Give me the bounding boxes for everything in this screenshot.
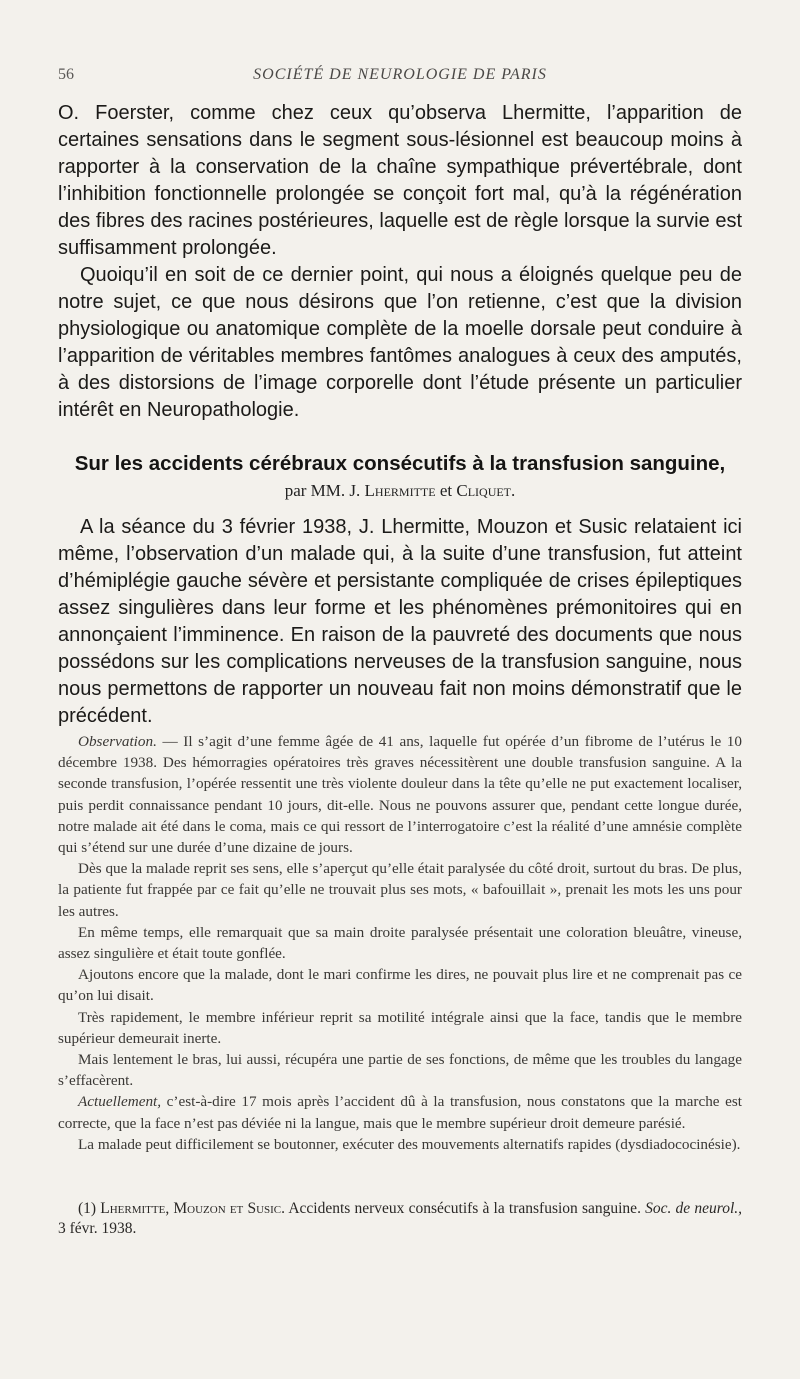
observation-paragraph-2: Dès que la malade reprit ses sens, elle s’aperçut qu’elle était paralysée du côté droit, surtout du bras. De plus, la patiente fut frappée par ce fait qu’elle ne trouvait plus ses mots, « bafouillait », prenait les mots les uns pour les autres. xyxy=(58,860,742,920)
observation-label: Observation. xyxy=(78,733,157,750)
observation-text-1: Il s’agit d’une femme âgée de 41 ans, laquelle fut opérée d’un fibrome de l’utérus le 10 décembre 1938. Des hémorragies opératoires très graves nécessitèrent une double transfusion sanguine. A la seconde transfusion, l’opérée ressentit une très violente douleur dans la tête qu’elle ne put exactement localiser, puis perdit connaissance pendant 10 jours, dit-elle. Nous ne pouvons assurer que, pendant cette longue durée, notre malade ait été dans le coma, mais ce qui ressort de l’interrogatoire c’est la réalité d’une amnésie complète qui s’étend sur une durée d’une dizaine de jours. xyxy=(58,733,742,857)
footnote-journal: Soc. de neurol., xyxy=(645,1200,743,1217)
observation-paragraph-4: Ajoutons encore que la malade, dont le mari confirme les dires, ne pouvait plus lire et ne comprenait pas ce qu’on lui disait. xyxy=(58,966,742,1005)
page-number: 56 xyxy=(58,66,74,83)
body-paragraph-1: A la séance du 3 février 1938, J. Lhermitte, Mouzon et Susic relataient ici même, l’observation d’un malade qui, à la suite d’une transfusion, fut atteint d’hémiplégie gauche sévère et persistante compliquée de crises épileptiques assez singulières dans leur forme et les phénomènes prémonitoires qui en annonçaient l’imminence. En raison de la pauvreté des documents que nous possédons sur les complications nerveuses de la transfusion sanguine, nous nous permettons de rapporter un nouveau fait non moins démonstratif que le précédent. xyxy=(58,516,742,727)
observation-actuellement: Actuellement, xyxy=(78,1093,162,1111)
author-lhermitte: Lhermitte xyxy=(364,481,436,500)
footnote-paragraph xyxy=(58,1199,742,1239)
observation-paragraph-3: En même temps, elle remarquait que sa main droite paralysée présentait une coloration bleuâtre, vineuse, assez singulière et était toute gonflée. xyxy=(58,923,742,963)
observation-paragraph-5: Très rapidement, le membre inférieur reprit sa motilité intégrale ainsi que la face, tandis que le membre supérieur demeurait inerte. xyxy=(58,1008,742,1047)
author-cliquet: Cliquet. xyxy=(456,481,516,500)
intro-text xyxy=(58,100,742,424)
footnote-number: (1) xyxy=(78,1200,97,1217)
footnote-text: Accidents nerveux consécutifs à la transfusion sanguine. xyxy=(285,1200,646,1217)
observation-paragraph-8: La malade peut difficilement se boutonner, exécuter des mouvements alternatifs rapides (dysdiadococinésie). xyxy=(78,1135,741,1153)
article-body xyxy=(58,514,742,730)
byline-conjunction: et xyxy=(439,481,453,500)
intro-paragraph-1: O. Foerster, comme chez ceux qu’observa Lhermitte, l’apparition de certaines sensations dans le segment sous-lésionnel est beaucoup moins à rapporter à la conservation de la chaîne sympathique prévertébrale, dont l’inhibition fonctionnelle prolongée se conçoit fort mal, qu’à la régénération des fibres des racines postérieures, laquelle est de règle lorsque la survie est suffisamment prolongée. xyxy=(58,102,742,259)
observation-dash: — xyxy=(156,733,184,750)
journal-title: SOCIÉTÉ DE NEUROLOGIE DE PARIS xyxy=(253,66,547,83)
byline-prefix: par MM. J. xyxy=(284,481,361,500)
observation-paragraph-7 xyxy=(58,1091,742,1133)
byline xyxy=(58,481,742,501)
observation-section xyxy=(58,731,742,1155)
observation-paragraph-1 xyxy=(58,731,742,858)
article-title: Sur les accidents cérébraux consécutifs à la transfusion sanguine, xyxy=(74,452,726,475)
footnote-authors: Lhermitte, Mouzon et Susic. xyxy=(100,1200,286,1217)
observation-text-7: c’est-à-dire 17 mois après l’accident dû à la transfusion, nous constatons que la marche est correcte, que la face n’est pas déviée ni la langue, mais que le membre supérieur droit demeure parésié. xyxy=(58,1093,742,1132)
footnote-date: 3 févr. 1938. xyxy=(58,1220,137,1237)
observation-paragraph-6: Mais lentement le bras, lui aussi, récupéra une partie de ses fonctions, de même que les troubles du langage s’effacèrent. xyxy=(58,1051,742,1090)
footnote xyxy=(58,1199,742,1239)
running-head xyxy=(58,66,742,88)
intro-paragraph-2: Quoiqu’il en soit de ce dernier point, qui nous a éloignés quelque peu de notre sujet, ce que nous désirons que l’on retienne, c’est que la division physiologique ou anatomique complète de la moelle dorsale peut conduire à l’apparition de véritables membres fantômes analogues à ceux des amputés, à des distorsions de l’image corporelle dont l’étude présente un particulier intérêt en Neuropathologie. xyxy=(58,264,742,421)
